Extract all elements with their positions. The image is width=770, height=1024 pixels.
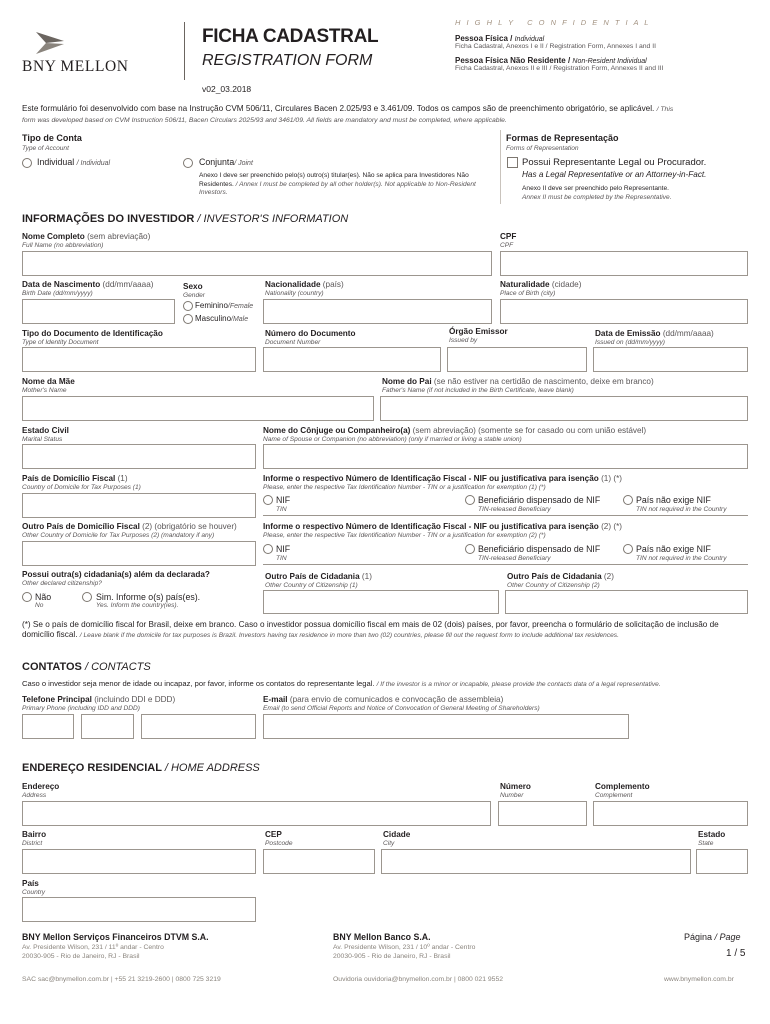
full-name-label-note: (sem abreviação) [87, 232, 151, 241]
street-label-en: Address [22, 792, 47, 799]
investor-title-pt: INFORMAÇÕES DO INVESTIDOR [22, 213, 195, 225]
district-input[interactable] [22, 849, 256, 874]
marital-status-label: Estado Civil [22, 426, 69, 435]
spouse-name-label-en: Name of Spouse or Companion (no abbreviation) (only if married or living a stable union) [263, 436, 522, 443]
tin-label: NIF [276, 495, 291, 505]
tin-question-2-label [263, 522, 622, 531]
male-label-en: /Male [231, 316, 249, 323]
footer-company-2-address-1: Av. Presidente Wilson, 231 / 10º andar - Centro [333, 944, 476, 951]
tin-2-label: NIF [276, 544, 291, 554]
footer-company-1-address-1: Av. Presidente Wilson, 231 / 11º andar - Centro [22, 944, 164, 951]
other-tax-country-label-en: Other Country of Domicile for Tax Purposes (2) (mandatory if any) [22, 532, 215, 539]
citizenship-1-label-pt: Outro País de Cidadania [265, 572, 360, 581]
address-title-en: / HOME ADDRESS [164, 762, 260, 774]
full-name-label-pt: Nome Completo [22, 232, 85, 241]
spouse-name-label-note: (sem abreviação) (somente se for casado ou com união estável) [412, 426, 647, 435]
document-number-input[interactable] [263, 347, 441, 372]
citizenship-2-input[interactable] [505, 590, 748, 614]
place-of-birth-label-en: Place of Birth (city) [500, 290, 556, 297]
place-of-birth-label-pt: Naturalidade [500, 280, 550, 289]
country-label: País [22, 879, 39, 888]
other-tax-country-label-note: (2) (obrigatório se houver) [142, 522, 237, 531]
country-input[interactable] [22, 897, 256, 922]
joint-note [199, 172, 484, 198]
intro-en-b: form was developed based on CVM Instruction 506/11, Bacen Circulars 2025/93 and 3461/09. All fields are mandatory and must be completed, where applicable. [22, 117, 507, 124]
account-type-title-en: Type of Account [22, 145, 69, 152]
tin-question-label-en: Please, enter the respective Tax Identification Number - TIN or a justification for exemption (1) (*) [263, 484, 546, 491]
spouse-name-label-pt: Nome do Cônjuge ou Companheiro(a) [263, 426, 411, 435]
tin-2-label-en: TIN [276, 555, 287, 562]
tin-label-en: TIN [276, 506, 287, 513]
document-number-label: Número do Documento [265, 329, 356, 338]
citizenship-no-label-en: No [35, 602, 44, 609]
birth-date-label-en: Birth Date (dd/mm/yyyy) [22, 290, 93, 297]
issuer-label-en: Issued by [449, 337, 478, 344]
tin-released-2-label: Beneficiário dispensado de NIF [478, 544, 601, 554]
page-number: 1 / 5 [726, 948, 746, 959]
nationality-label-en: Nationality (country) [265, 290, 324, 297]
tin-not-required-label: País não exige NIF [636, 495, 711, 505]
city-label-en: City [383, 840, 395, 847]
tax-country-input[interactable] [22, 493, 256, 518]
representation-divider [500, 130, 501, 204]
pf-title-pt: Pessoa Física / [455, 34, 513, 43]
confidential-label: H I G H L Y C O N F I D E N T I A L [455, 18, 651, 27]
tin-not-required-2-label-en: TIN not required in the Country [636, 555, 727, 562]
address-title-pt: ENDEREÇO RESIDENCIAL [22, 762, 162, 774]
issue-date-input[interactable] [593, 347, 748, 372]
tin-released-label-en: TIN-released Beneficiary [478, 506, 551, 513]
male-radio[interactable] [183, 314, 193, 324]
issuer-input[interactable] [447, 347, 587, 372]
phone-number-input[interactable] [141, 714, 256, 739]
gender-label: Sexo [183, 282, 203, 291]
full-name-input[interactable] [22, 251, 492, 276]
female-label-en: /Female [227, 303, 254, 310]
contacts-section-title [22, 661, 151, 673]
footer-ombudsman: Ouvidoria ouvidoria@bnymellon.com.br | 0800 021 9552 [333, 976, 504, 983]
individual-form-title [455, 34, 544, 43]
pnr-title-en: Non-Resident Individual [572, 58, 647, 65]
tin-underline [263, 515, 748, 516]
individual-radio[interactable] [22, 158, 32, 168]
tin-question-note: (1) (*) [601, 474, 622, 483]
pnr-title-pt: Pessoa Física Não Residente / [455, 56, 571, 65]
legal-representative-checkbox[interactable] [507, 157, 518, 168]
female-radio[interactable] [183, 301, 193, 311]
district-label-en: District [22, 840, 43, 847]
other-citizenship-label: Possui outra(s) cidadania(s) além da declarada? [22, 570, 210, 579]
tin-released-2-radio[interactable] [465, 544, 475, 554]
birth-date-label [22, 280, 154, 289]
country-label-en: Country [22, 889, 46, 896]
complement-label-en: Complement [595, 792, 633, 799]
complement-label: Complemento [595, 782, 650, 791]
joint-label-en: / Joint [234, 160, 253, 167]
tin-question-2-pt: Informe o respectivo Número de Identificação Fiscal - NIF ou justificativa para isenção [263, 522, 599, 531]
postcode-input[interactable] [263, 849, 375, 874]
document-type-label-en: Type of Identity Document [22, 339, 99, 346]
page-title-en: REGISTRATION FORM [202, 52, 373, 69]
phone-label-en: Primary Phone (including IDD and DDD) [22, 705, 140, 712]
male-label-pt: Masculino [195, 314, 232, 323]
pf-title-en: Individual [514, 36, 545, 43]
individual-label [37, 157, 110, 167]
brand-name: BNY MELLON [22, 58, 129, 75]
female-label-pt: Feminino [195, 301, 228, 310]
tax-country-label-en: Country of Domicile for Tax Purposes (1) [22, 484, 141, 491]
page-label-pt: Página [684, 932, 713, 942]
citizenship-yes-label: Sim. Informe o(s) país(es). [96, 592, 201, 602]
contacts-intro-pt: Caso o investidor seja menor de idade ou incapaz, por favor, informe os contatos do representante legal. [22, 679, 375, 688]
place-of-birth-label-note: (cidade) [551, 280, 582, 289]
citizenship-1-input[interactable] [263, 590, 499, 614]
full-name-label-en: Full Name (no abbreviation) [22, 242, 104, 249]
tax-footnote-en: / Leave blank if the domicile for tax purposes is Brazil. Investors having tax residence in more than two (02) countries, please fill out the request form to include additional tax residences. [79, 632, 619, 639]
footer-company-2: BNY Mellon Banco S.A. [333, 932, 431, 942]
tin-question-pt: Informe o respectivo Número de Identificação Fiscal - NIF ou justificativa para isenção [263, 474, 599, 483]
tin-2-radio[interactable] [263, 544, 273, 554]
phone-ddd-input[interactable] [81, 714, 134, 739]
father-name-label-en: Father's Name (if not included in the Birth Certificate, leave blank) [382, 387, 574, 394]
place-of-birth-label [500, 280, 581, 289]
citizenship-no-label: Não [35, 592, 52, 602]
birth-date-label-note: (dd/mm/aaaa) [102, 280, 154, 289]
marital-status-label-en: Marital Status [22, 436, 63, 443]
phone-idd-input[interactable] [22, 714, 74, 739]
tax-country-label [22, 474, 128, 483]
tin-not-required-label-en: TIN not required in the Country [636, 506, 727, 513]
citizenship-yes-label-en: Yes. Inform the country(ies). [96, 602, 179, 609]
intro-pt: Este formulário foi desenvolvido com base na Instrução CVM 506/11, Circulares Bacen 2.025/93 e 3.461/09. Todos os campos são de preenchimento obrigatório, se aplicável. [22, 104, 655, 113]
postcode-label: CEP [265, 830, 282, 839]
city-input[interactable] [381, 849, 691, 874]
tin-question-2-label-en: Please, enter the respective Tax Identification Number - TIN or a justification for exemption (2) (*) [263, 532, 546, 539]
individual-form-sub: Ficha Cadastral, Anexos I e II / Registration Form, Annexes I and II [455, 43, 656, 50]
mother-name-label: Nome da Mãe [22, 377, 75, 386]
nationality-label [265, 280, 344, 289]
footer-company-2-address-2: 20030-905 - Rio de Janeiro, RJ - Brasil [333, 953, 451, 960]
citizenship-1-label [265, 572, 372, 581]
version-label: v02_03.2018 [202, 84, 252, 94]
email-label-pt: E-mail [263, 695, 288, 704]
issuer-label: Órgão Emissor [449, 327, 508, 336]
citizenship-2-label-en: Other Country of Citizenship (2) [507, 582, 600, 589]
mother-name-label-en: Mother's Name [22, 387, 67, 394]
individual-label-en: / Individual [76, 160, 111, 167]
female-label [195, 301, 253, 310]
issue-date-label-en: Issued on (dd/mm/yyyy) [595, 339, 665, 346]
spouse-name-input[interactable] [263, 444, 748, 469]
page-label-en: / Page [714, 932, 741, 942]
father-name-input[interactable] [380, 396, 748, 421]
header-divider [184, 22, 185, 80]
contacts-intro [22, 679, 661, 688]
other-citizenship-label-en: Other declared citizenship? [22, 580, 102, 587]
spouse-name-label [263, 426, 646, 435]
nationality-label-pt: Nacionalidade [265, 280, 321, 289]
tax-country-label-pt: País de Domicílio Fiscal [22, 474, 116, 483]
document-number-label-en: Document Number [265, 339, 321, 346]
cpf-label-en: CPF [500, 242, 514, 249]
tin-released-2-label-en: TIN-released Beneficiary [478, 555, 551, 562]
contacts-title-pt: CONTATOS [22, 661, 82, 673]
place-of-birth-input[interactable] [500, 299, 748, 324]
citizenship-1-label-note: (1) [361, 572, 372, 581]
representation-note-pt: Anexo II deve ser preenchido pelo Representante. [522, 185, 669, 192]
representation-note-en: Annex II must be completed by the Representative. [522, 194, 672, 201]
complement-input[interactable] [593, 801, 748, 826]
state-label: Estado [698, 830, 726, 839]
district-label: Bairro [22, 830, 47, 839]
phone-label [22, 695, 175, 704]
nonresident-form-title [455, 56, 647, 65]
tin-question-label [263, 474, 622, 483]
email-label [263, 695, 503, 704]
email-input[interactable] [263, 714, 629, 739]
investor-title-en: / INVESTOR'S INFORMATION [197, 213, 349, 225]
other-tax-country-label [22, 522, 237, 531]
gender-label-en: Gender [183, 292, 205, 299]
tax-country-label-note: (1) [117, 474, 128, 483]
email-label-note: (para envio de comunicados e convocação de assembleia) [289, 695, 504, 704]
street-input[interactable] [22, 801, 491, 826]
nationality-label-note: (país) [322, 280, 344, 289]
street-label: Endereço [22, 782, 60, 791]
document-type-input[interactable] [22, 347, 256, 372]
page-title: FICHA CADASTRAL [202, 26, 379, 47]
father-name-label-note: (se não estiver na certidão de nascimento, deixe em branco) [433, 377, 654, 386]
other-tax-country-label-pt: Outro País de Domicílio Fiscal [22, 522, 140, 531]
birth-date-label-pt: Data de Nascimento [22, 280, 101, 289]
contacts-title-en: / CONTACTS [84, 661, 151, 673]
citizenship-2-label [507, 572, 614, 581]
citizenship-2-label-note: (2) [603, 572, 614, 581]
investor-section-title [22, 213, 348, 225]
footer-website[interactable]: www.bnymellon.com.br [664, 976, 734, 983]
other-tax-country-input[interactable] [22, 541, 256, 566]
tin-released-label: Beneficiário dispensado de NIF [478, 495, 601, 505]
father-name-label-pt: Nome do Pai [382, 377, 432, 386]
representation-title: Formas de Representação [506, 133, 619, 143]
issue-date-label-pt: Data de Emissão [595, 329, 661, 338]
page-label [684, 932, 741, 942]
intro-text [22, 104, 750, 126]
individual-label-pt: Individual [37, 157, 75, 167]
legal-representative-label: Possui Representante Legal ou Procurador. [522, 157, 707, 168]
intro-en-a: / This [656, 106, 674, 113]
joint-label [199, 157, 253, 167]
tax-footnote-pt: (*) Se o país de domicílio fiscal for Brasil, deixe em branco. Caso o investidor possua domicílio fiscal em mais de 02 (dois) países, por favor, preencha o formulário de solicitação de inclusão de domicílio fiscal. [22, 620, 719, 639]
city-label: Cidade [383, 830, 411, 839]
joint-label-pt: Conjunta [199, 157, 235, 167]
contacts-intro-en: / If the investor is a minor or incapable, please provide the contacts data of a legal representative. [376, 681, 661, 688]
tin-not-required-2-radio[interactable] [623, 544, 633, 554]
cpf-label: CPF [500, 232, 517, 241]
tax-footnote [22, 620, 750, 641]
footer-company-1: BNY Mellon Serviços Financeiros DTVM S.A. [22, 932, 209, 942]
account-type-title: Tipo de Conta [22, 133, 82, 143]
full-name-label [22, 232, 150, 241]
citizenship-no-radio[interactable] [22, 592, 32, 602]
tin-released-radio[interactable] [465, 495, 475, 505]
phone-label-pt: Telefone Principal [22, 695, 92, 704]
tin-not-required-2-label: País não exige NIF [636, 544, 711, 554]
joint-note-pt: Anexo I deve ser preenchido pelo(s) outro(s) titular(es). Não se aplica para Investidores Não Residentes. [199, 172, 469, 188]
legal-representative-label-en: Has a Legal Representative or an Attorney-in-Fact. [522, 170, 707, 179]
bny-logo-icon [34, 30, 70, 56]
issue-date-label-note: (dd/mm/aaaa) [662, 329, 714, 338]
representation-title-en: Forms of Representation [506, 145, 579, 152]
joint-note-en: / Annex I must be completed by all other holder(s). Not applicable to Non-Resident Investors. [199, 180, 476, 197]
cpf-input[interactable] [500, 251, 748, 276]
marital-status-input[interactable] [22, 444, 256, 469]
email-label-en: Email (to send Official Reports and Notice of Convocation of General Meeting of Shareholders) [263, 705, 540, 712]
father-name-label [382, 377, 654, 386]
tin-not-required-radio[interactable] [623, 495, 633, 505]
address-section-title [22, 762, 260, 774]
nonresident-form-sub: Ficha Cadastral, Anexos II e III / Registration Form, Annexes II and III [455, 65, 664, 72]
state-input[interactable] [696, 849, 748, 874]
document-type-label: Tipo do Documento de Identificação [22, 329, 163, 338]
number-label: Número [500, 782, 531, 791]
tin-radio[interactable] [263, 495, 273, 505]
brand-logo [22, 28, 172, 74]
tin-2-underline [263, 564, 748, 565]
state-label-en: State [698, 840, 714, 847]
postcode-label-en: Postcode [265, 840, 293, 847]
citizenship-1-label-en: Other Country of Citizenship (1) [265, 582, 358, 589]
birth-date-input[interactable] [22, 299, 175, 324]
number-input[interactable] [498, 801, 587, 826]
tin-question-2-note: (2) (*) [601, 522, 622, 531]
issue-date-label [595, 329, 714, 338]
mother-name-input[interactable] [22, 396, 374, 421]
citizenship-2-label-pt: Outro País de Cidadania [507, 572, 602, 581]
nationality-input[interactable] [263, 299, 492, 324]
number-label-en: Number [500, 792, 524, 799]
male-label [195, 314, 248, 323]
joint-radio[interactable] [183, 158, 193, 168]
footer-company-1-address-2: 20030-905 - Rio de Janeiro, RJ - Brasil [22, 953, 140, 960]
phone-label-note: (incluindo DDI e DDD) [94, 695, 176, 704]
citizenship-yes-radio[interactable] [82, 592, 92, 602]
footer-sac: SAC sac@bnymellon.com.br | +55 21 3219-2600 | 0800 725 3219 [22, 976, 221, 983]
